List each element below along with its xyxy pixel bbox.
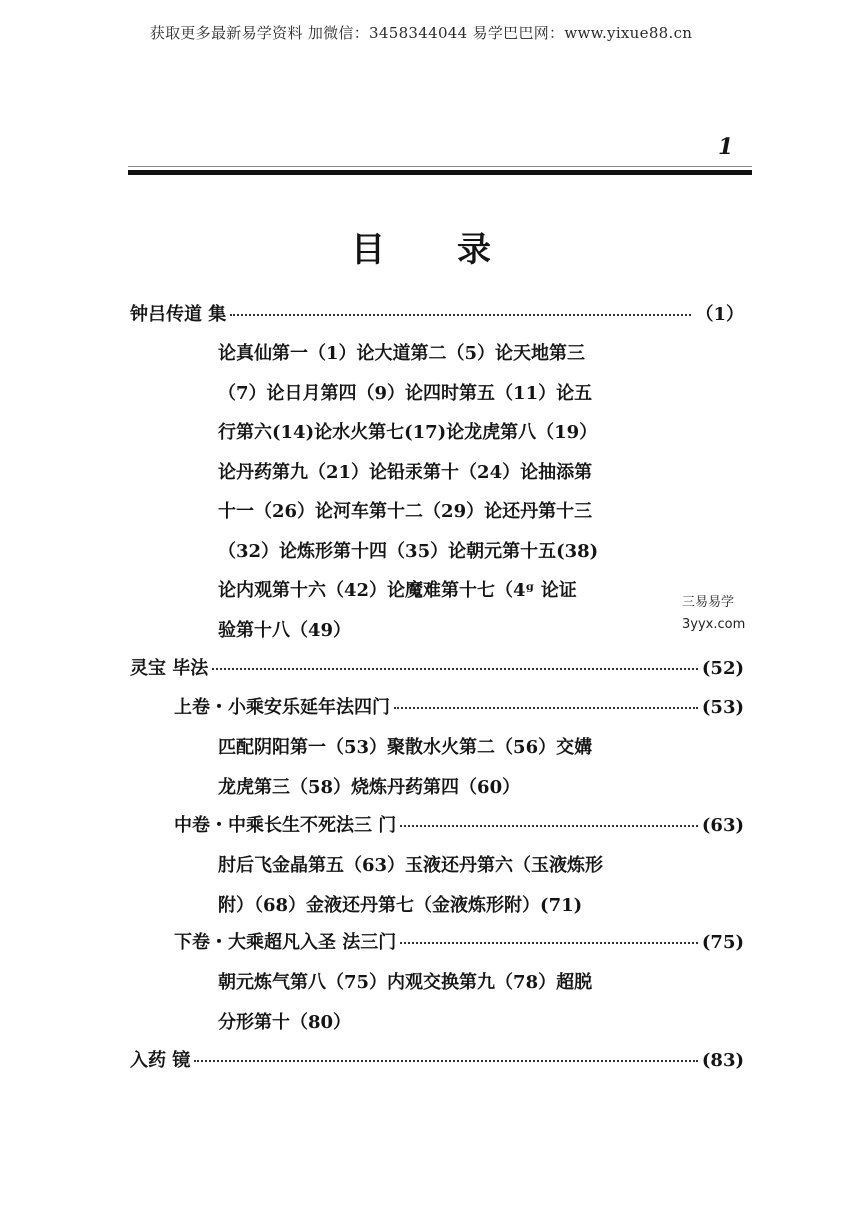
- toc-subentries-zhonglv: [218, 334, 668, 650]
- toc-subentries-shangjuan: [218, 728, 668, 807]
- toc-subentry-line: 论内观第十六（42）论魔难第十七（4ᶢ 论证: [218, 580, 577, 601]
- toc-entry-ruyaojing: [130, 1046, 744, 1072]
- toc-entry-label: 下卷・大乘超凡入圣 法三门: [174, 932, 397, 953]
- toc-entry-zhongjuan: [174, 811, 744, 837]
- toc-entry-label: 中卷・中乘长生不死法三 门: [174, 815, 397, 836]
- toc-subentry-line: 匹配阴阳第一（53）聚散水火第二（56）交媾: [218, 737, 593, 758]
- toc-subentry-line: 朝元炼气第八（75）内观交换第九（78）超脱: [218, 972, 593, 993]
- toc-subentry-line: 肘后飞金晶第五（63）玉液还丹第六（玉液炼形: [218, 855, 604, 876]
- toc-subentry-line: （7）论日月第四（9）论四时第五（11）论五: [218, 382, 593, 404]
- site-stamp: [682, 592, 745, 636]
- toc-entry-zhonglv: [130, 300, 744, 326]
- toc-entry-label: 入药 镜: [130, 1050, 191, 1071]
- page-title: [0, 222, 842, 271]
- toc-subentries-zhongjuan: [218, 846, 668, 925]
- toc-entry-shangjuan: [174, 693, 744, 719]
- toc-entry-xiajuan: [174, 928, 744, 954]
- toc-entry-page: (63): [701, 815, 744, 836]
- toc-subentry-line: 论丹药第九（21）论铅汞第十（24）论抽添第: [218, 461, 593, 483]
- title-char-2: 录: [457, 230, 491, 270]
- toc-subentry-line: （32）论炼形第十四（35）论朝元第十五(38): [218, 540, 599, 562]
- toc-leader-dots: [394, 707, 698, 709]
- toc-subentries-xiajuan: [218, 963, 668, 1042]
- title-char-1: 目: [351, 230, 385, 270]
- toc-subentry-line: 附）（68）金液还丹第七（金液炼形附）(71): [218, 894, 583, 916]
- header-rule-thin: [128, 166, 752, 167]
- toc-leader-dots: [400, 825, 698, 827]
- toc-subentry-line: 龙虎第三（58）烧炼丹药第四（60）: [218, 776, 521, 798]
- toc-subentry-line: 分形第十（80）: [218, 1011, 352, 1033]
- watermark-header: 获取更多最新易学资料 加微信：3458344044 易学巴巴网：www.yixue88.cn: [149, 24, 693, 42]
- toc-leader-dots: [194, 1060, 698, 1062]
- page-number: 1: [718, 134, 734, 160]
- toc-entry-label: 钟吕传道 集: [130, 304, 227, 325]
- stamp-line-1: 三易易学: [682, 595, 735, 610]
- header-rule: [128, 170, 752, 175]
- toc-entry-label: 灵宝 毕法: [130, 658, 209, 679]
- toc-entry-label: 上卷・小乘安乐延年法四门: [174, 697, 390, 718]
- toc-entry-page: (52): [701, 658, 744, 679]
- toc-leader-dots: [400, 942, 698, 944]
- toc-leader-dots: [230, 314, 691, 316]
- toc-subentry-line: 行第六(14)论水火第七(17)论龙虎第八（19）: [218, 422, 598, 443]
- stamp-line-2: 3yyx.com: [682, 617, 746, 632]
- toc-entry-lingbao: [130, 654, 744, 680]
- toc-subentry-line: 验第十八（49）: [218, 619, 352, 641]
- toc-entry-page: (75): [701, 932, 744, 953]
- toc-entry-page: (53): [701, 697, 744, 718]
- toc-entry-page: （1）: [695, 304, 744, 325]
- toc-leader-dots: [212, 668, 698, 670]
- toc-subentry-line: 十一（26）论河车第十二（29）论还丹第十三: [218, 501, 593, 522]
- toc-subentry-line: 论真仙第一（1）论大道第二（5）论天地第三: [218, 343, 586, 364]
- toc-entry-page: (83): [701, 1050, 744, 1071]
